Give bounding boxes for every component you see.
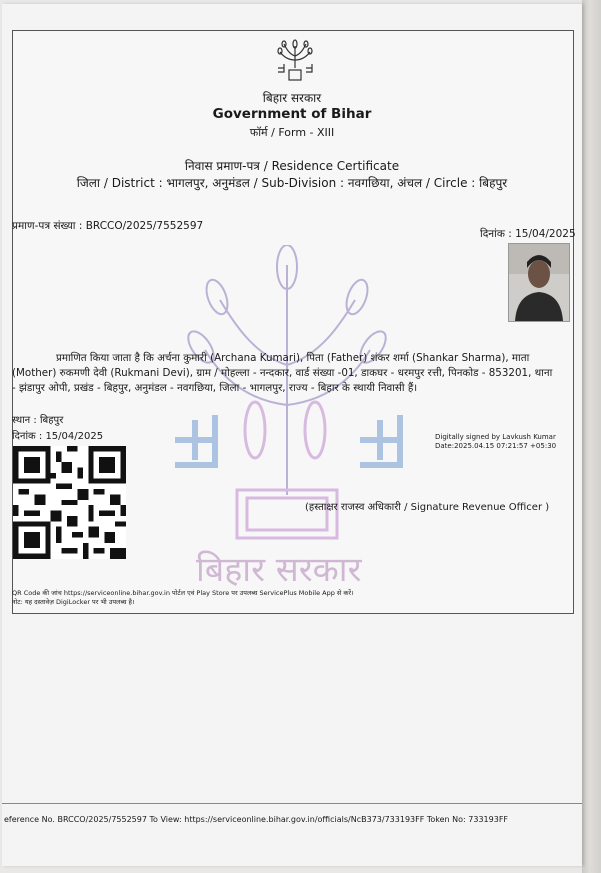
digital-signature <box>435 433 556 451</box>
certificate-title: निवास प्रमाण-पत्र / Residence Certificate <box>184 159 400 173</box>
certificate-body-line-1: प्रमाणित किया जाता है कि अर्चना कुमारी (Archana Kumari), पिता (Father) शंकर शर्मा (Shankar Sharma), माता <box>56 352 530 364</box>
qr-verification-note: QR Code की जांच https://serviceonline.bihar.gov.in पोर्टल एवं Play Store पर उपलब्ध ServicePlus Mobile App से करें। <box>12 589 354 597</box>
certificate-body-line-2: (Mother) रुकमणी देवी (Rukmani Devi), ग्राम / मोहल्ला - नन्दकार, वार्ड संख्या -01, डाकघर - धरमपुर रत्ती, पिनकोड - 853201, थाना <box>12 367 553 379</box>
state-name-english: Government of Bihar <box>212 106 372 122</box>
watermark-emblem <box>165 245 410 590</box>
digilocker-note: नोट: यह दस्तावेज़ DigiLocker पर भी उपलब्ध है। <box>12 598 135 606</box>
watermark-text: बिहार सरकार <box>196 550 362 590</box>
certificate-body-line-3: - झंडापुर ओपी, प्रखंड - बिहपुर, अनुमंडल - नवगछिया, जिला - भागलपुर, राज्य - बिहार के स्थायी निवासी हैं। <box>12 382 418 394</box>
applicant-photo <box>508 243 570 322</box>
certificate-number: प्रमाण-पत्र संख्या : BRCCO/2025/7552597 <box>12 220 204 232</box>
reference-line: eference No. BRCCO/2025/7552597 To View: https://serviceonline.bihar.gov.in/officials/NcB373/733193FF Token No: 733193FF <box>4 815 509 824</box>
issue-date-top: दिनांक : 15/04/2025 <box>480 228 576 240</box>
issue-date-bottom: दिनांक : 15/04/2025 <box>12 431 104 442</box>
digital-signature-line-2: Date:2025.04.15 07:21:57 +05:30 <box>435 442 557 450</box>
place: स्थान : बिहपुर <box>12 415 64 426</box>
qr-code <box>13 446 126 559</box>
adjacent-sheet <box>582 0 601 873</box>
digital-signature-line-1: Digitally signed by Lavkush Kumar <box>435 433 556 441</box>
state-name-hindi: बिहार सरकार <box>262 91 322 105</box>
district-line: जिला / District : भागलपुर, अनुमंडल / Sub-Division : नवगछिया, अंचल / Circle : बिहपुर <box>76 176 508 190</box>
signature-label: (हस्ताक्षर राजस्व अधिकारी / Signature Revenue Officer ) <box>305 502 550 513</box>
form-number: फॉर्म / Form - XIII <box>249 126 335 139</box>
bihar-emblem-icon <box>272 38 318 84</box>
divider-line <box>2 803 582 804</box>
